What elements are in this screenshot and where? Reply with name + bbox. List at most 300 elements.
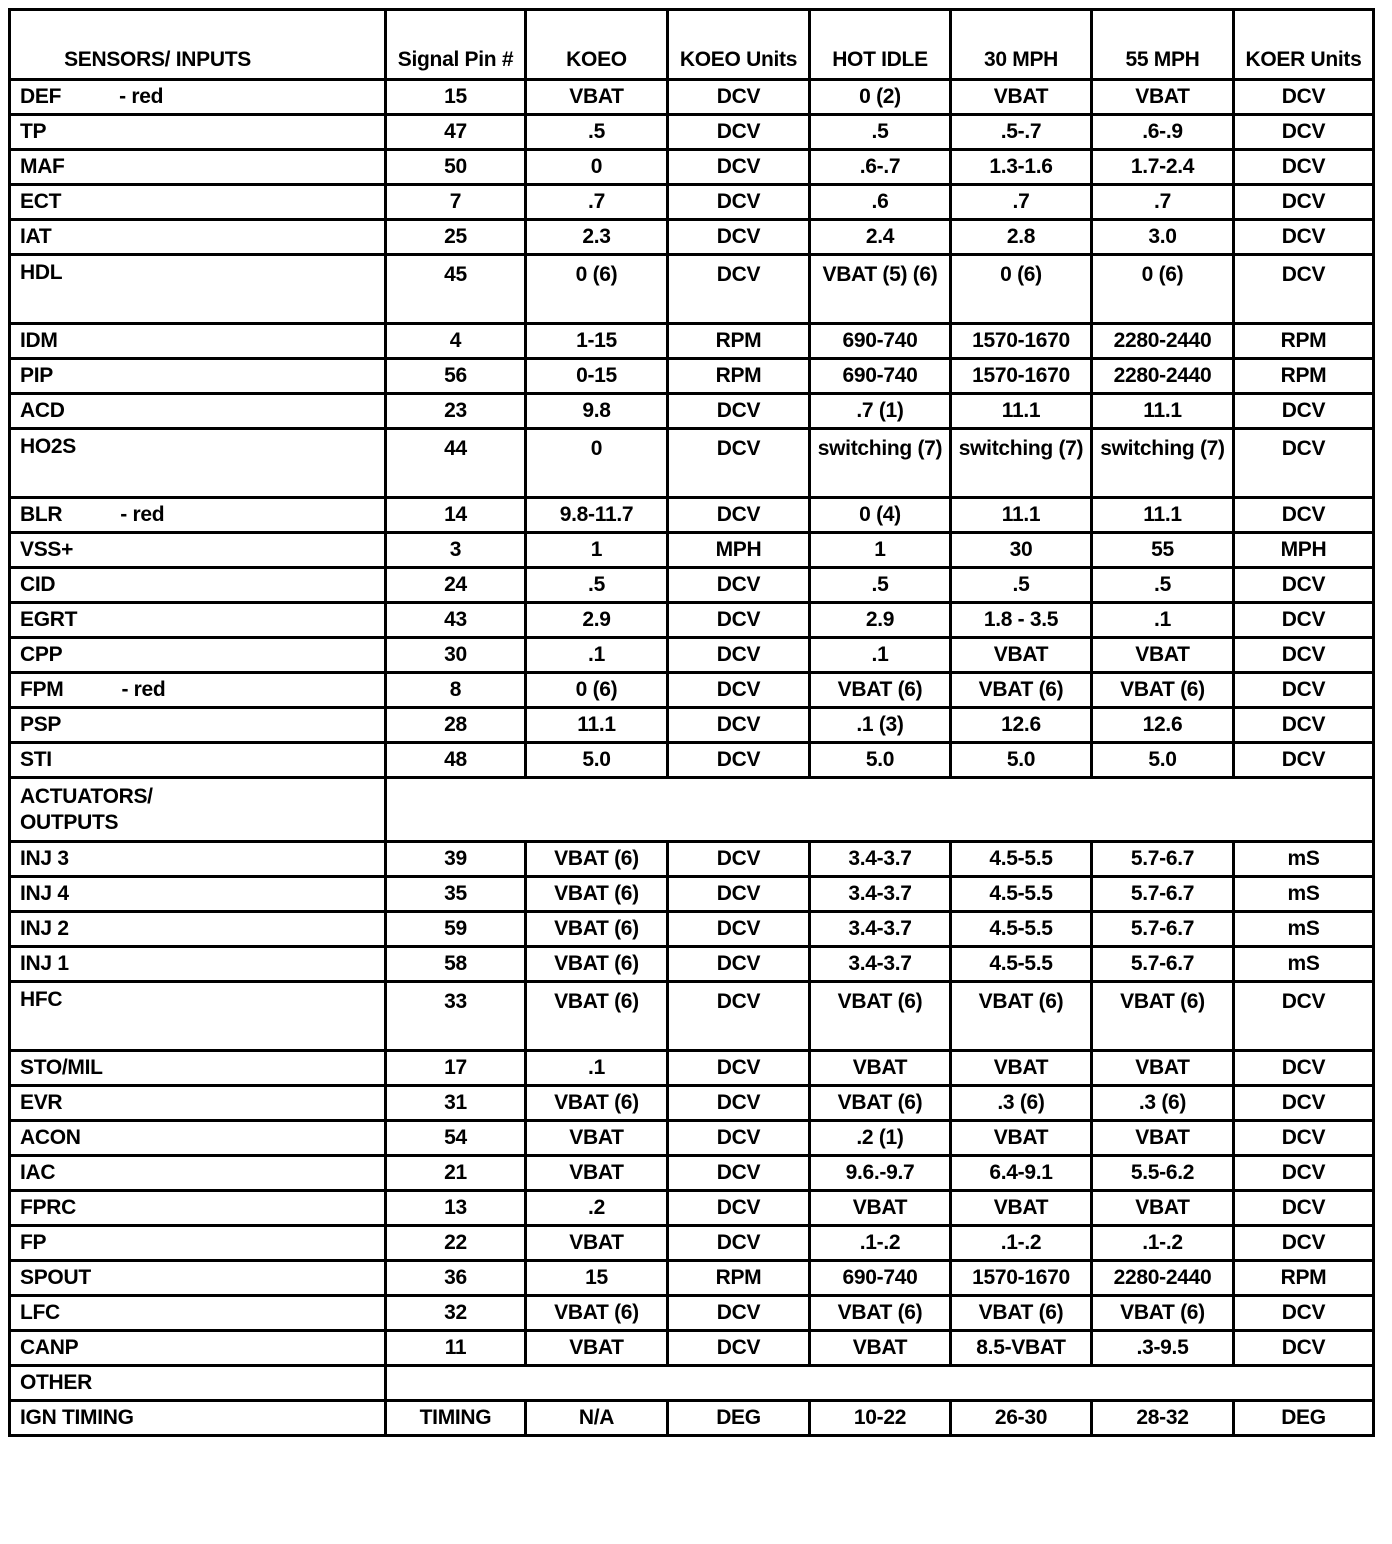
cell-signal-pin: 35	[386, 877, 526, 912]
cell-30-mph: 12.6	[951, 708, 1092, 743]
row-name: CANP	[20, 1336, 79, 1359]
cell-koeo-units: DCV	[668, 1051, 810, 1086]
cell-koer-units: DCV	[1234, 150, 1374, 185]
cell-signal-pin: 36	[386, 1261, 526, 1296]
cell-koeo-units: DCV	[668, 673, 810, 708]
cell-signal-pin: 11	[386, 1331, 526, 1366]
row-label	[10, 842, 386, 877]
table-row	[10, 185, 1374, 220]
row-label	[10, 708, 386, 743]
cell-30-mph: VBAT	[951, 1121, 1092, 1156]
cell-55-mph: 3.0	[1092, 220, 1234, 255]
cell-koeo: 2.9	[526, 603, 668, 638]
cell-koeo-units: MPH	[668, 533, 810, 568]
cell-koer-units: DCV	[1234, 429, 1374, 498]
cell-30-mph: VBAT (6)	[951, 1296, 1092, 1331]
table-body	[10, 80, 1374, 1436]
cell-koeo: 0 (6)	[526, 255, 668, 324]
cell-koeo-units: DCV	[668, 638, 810, 673]
cell-55-mph: switching (7)	[1092, 429, 1234, 498]
cell-55-mph: 5.7-6.7	[1092, 912, 1234, 947]
row-name: IAC	[20, 1161, 56, 1184]
row-name: EGRT	[20, 608, 78, 631]
cell-koeo: VBAT (6)	[526, 912, 668, 947]
cell-signal-pin: 50	[386, 150, 526, 185]
row-name: HDL	[20, 261, 63, 284]
cell-30-mph: 2.8	[951, 220, 1092, 255]
other-heading: OTHER	[10, 1366, 386, 1401]
cell-koeo-units: DCV	[668, 150, 810, 185]
row-name: FP	[20, 1231, 47, 1254]
cell-hot-idle: VBAT	[810, 1051, 951, 1086]
cell-55-mph: 5.0	[1092, 743, 1234, 778]
cell-koeo-units: DCV	[668, 982, 810, 1051]
cell-koeo: .1	[526, 638, 668, 673]
cell-koeo-units: DCV	[668, 115, 810, 150]
table-row	[10, 359, 1374, 394]
cell-signal-pin: 45	[386, 255, 526, 324]
cell-koeo: .5	[526, 115, 668, 150]
cell-hot-idle: VBAT (6)	[810, 673, 951, 708]
row-name: DEF	[20, 85, 62, 108]
cell-signal-pin: 28	[386, 708, 526, 743]
cell-30-mph: 11.1	[951, 498, 1092, 533]
cell-koer-units: DCV	[1234, 638, 1374, 673]
cell-koeo-units: DCV	[668, 1226, 810, 1261]
row-name: SPOUT	[20, 1266, 91, 1289]
cell-koeo-units: RPM	[668, 359, 810, 394]
cell-koer-units: RPM	[1234, 1261, 1374, 1296]
cell-55-mph: 5.5-6.2	[1092, 1156, 1234, 1191]
cell-koer-units: DCV	[1234, 1086, 1374, 1121]
cell-hot-idle: 690-740	[810, 359, 951, 394]
cell-30-mph: VBAT	[951, 638, 1092, 673]
row-name: PSP	[20, 713, 62, 736]
row-name: ECT	[20, 190, 62, 213]
row-label	[10, 877, 386, 912]
cell-55-mph: .3-9.5	[1092, 1331, 1234, 1366]
cell-koer-units: DCV	[1234, 1051, 1374, 1086]
cell-koeo-units: DCV	[668, 1156, 810, 1191]
cell-55-mph: 2280-2440	[1092, 324, 1234, 359]
table-row	[10, 150, 1374, 185]
header-koeo-units: KOEO Units	[668, 10, 810, 80]
row-label	[10, 1121, 386, 1156]
cell-hot-idle: 3.4-3.7	[810, 842, 951, 877]
cell-55-mph: VBAT (6)	[1092, 1296, 1234, 1331]
cell-koer-units: mS	[1234, 912, 1374, 947]
cell-55-mph: 1.7-2.4	[1092, 150, 1234, 185]
cell-signal-pin: 54	[386, 1121, 526, 1156]
row-wire-color: - red	[120, 503, 165, 526]
cell-koer-units: RPM	[1234, 324, 1374, 359]
cell-signal-pin: 33	[386, 982, 526, 1051]
cell-30-mph: 0 (6)	[951, 255, 1092, 324]
cell-koeo: VBAT (6)	[526, 947, 668, 982]
cell-signal-pin: 24	[386, 568, 526, 603]
cell-koer-units: DCV	[1234, 743, 1374, 778]
cell-koeo-units: DCV	[668, 1191, 810, 1226]
cell-koeo-units: DCV	[668, 603, 810, 638]
cell-koeo: VBAT	[526, 1156, 668, 1191]
cell-koeo-units: DCV	[668, 743, 810, 778]
cell-55-mph: .5	[1092, 568, 1234, 603]
header-row	[10, 10, 1374, 80]
header-koeo: KOEO	[526, 10, 668, 80]
cell-hot-idle: 10-22	[810, 1401, 951, 1436]
cell-signal-pin: 43	[386, 603, 526, 638]
cell-koer-units: mS	[1234, 877, 1374, 912]
cell-koeo-units: DCV	[668, 429, 810, 498]
cell-30-mph: 5.0	[951, 743, 1092, 778]
row-name: CID	[20, 573, 56, 596]
cell-koeo: .5	[526, 568, 668, 603]
cell-55-mph: .3 (6)	[1092, 1086, 1234, 1121]
row-label	[10, 220, 386, 255]
row-label	[10, 638, 386, 673]
cell-koer-units: DCV	[1234, 255, 1374, 324]
cell-hot-idle: VBAT (6)	[810, 982, 951, 1051]
cell-hot-idle: VBAT	[810, 1191, 951, 1226]
cell-30-mph: 6.4-9.1	[951, 1156, 1092, 1191]
cell-koeo: VBAT	[526, 1226, 668, 1261]
cell-koer-units: DCV	[1234, 1296, 1374, 1331]
cell-koer-units: MPH	[1234, 533, 1374, 568]
header-sensors-inputs: SENSORS/ INPUTS	[10, 10, 386, 80]
table-row	[10, 533, 1374, 568]
cell-koeo-units: DCV	[668, 842, 810, 877]
cell-koeo-units: DCV	[668, 947, 810, 982]
cell-koer-units: DCV	[1234, 1156, 1374, 1191]
cell-koeo-units: DCV	[668, 708, 810, 743]
cell-hot-idle: 5.0	[810, 743, 951, 778]
row-name: VSS+	[20, 538, 74, 561]
cell-koeo: 9.8-11.7	[526, 498, 668, 533]
table-row	[10, 673, 1374, 708]
row-label	[10, 982, 386, 1051]
cell-koeo-units: DCV	[668, 255, 810, 324]
table-row	[10, 255, 1374, 324]
cell-koeo-units: DCV	[668, 1086, 810, 1121]
cell-hot-idle: .1 (3)	[810, 708, 951, 743]
table-row	[10, 982, 1374, 1051]
row-name: IDM	[20, 329, 58, 352]
cell-hot-idle: VBAT (5) (6)	[810, 255, 951, 324]
header-55-mph: 55 MPH	[1092, 10, 1234, 80]
cell-koeo: VBAT (6)	[526, 877, 668, 912]
cell-signal-pin: 23	[386, 394, 526, 429]
cell-koer-units: DCV	[1234, 115, 1374, 150]
table-row	[10, 1051, 1374, 1086]
cell-koeo: 0-15	[526, 359, 668, 394]
cell-signal-pin: 48	[386, 743, 526, 778]
row-wire-color: - red	[119, 85, 164, 108]
table-row	[10, 1296, 1374, 1331]
table-row	[10, 1331, 1374, 1366]
other-blank-span	[386, 1366, 1374, 1401]
cell-30-mph: .5-.7	[951, 115, 1092, 150]
row-name: INJ 1	[20, 952, 69, 975]
cell-30-mph: 11.1	[951, 394, 1092, 429]
cell-30-mph: 1570-1670	[951, 324, 1092, 359]
cell-55-mph: .1-.2	[1092, 1226, 1234, 1261]
cell-30-mph: VBAT	[951, 1051, 1092, 1086]
cell-hot-idle: .5	[810, 115, 951, 150]
table-row	[10, 568, 1374, 603]
cell-koeo-units: DCV	[668, 220, 810, 255]
row-name: FPRC	[20, 1196, 76, 1219]
cell-koeo: 0	[526, 429, 668, 498]
cell-30-mph: VBAT	[951, 1191, 1092, 1226]
table-row	[10, 115, 1374, 150]
row-label	[10, 1191, 386, 1226]
row-name: IGN TIMING	[20, 1406, 134, 1429]
header-koer-units: KOER Units	[1234, 10, 1374, 80]
cell-koeo: 15	[526, 1261, 668, 1296]
cell-signal-pin: 13	[386, 1191, 526, 1226]
cell-signal-pin: 21	[386, 1156, 526, 1191]
table-row	[10, 638, 1374, 673]
cell-koer-units: RPM	[1234, 359, 1374, 394]
cell-koeo: VBAT (6)	[526, 1086, 668, 1121]
row-name: HO2S	[20, 435, 76, 458]
table-row	[10, 877, 1374, 912]
cell-hot-idle: 0 (4)	[810, 498, 951, 533]
row-name: FPM	[20, 678, 64, 701]
cell-koer-units: DCV	[1234, 394, 1374, 429]
cell-koeo-units: DCV	[668, 1121, 810, 1156]
row-label	[10, 255, 386, 324]
cell-koeo-units: RPM	[668, 324, 810, 359]
cell-koeo: 1	[526, 533, 668, 568]
cell-55-mph: VBAT (6)	[1092, 982, 1234, 1051]
cell-30-mph: VBAT (6)	[951, 982, 1092, 1051]
cell-koeo: 0 (6)	[526, 673, 668, 708]
cell-55-mph: .7	[1092, 185, 1234, 220]
cell-signal-pin: 7	[386, 185, 526, 220]
cell-30-mph: 1.8 - 3.5	[951, 603, 1092, 638]
table-row	[10, 1121, 1374, 1156]
cell-koeo: 0	[526, 150, 668, 185]
row-label	[10, 150, 386, 185]
cell-koeo-units: DCV	[668, 1331, 810, 1366]
cell-30-mph: 26-30	[951, 1401, 1092, 1436]
cell-30-mph: 8.5-VBAT	[951, 1331, 1092, 1366]
cell-koeo: VBAT	[526, 80, 668, 115]
cell-koer-units: DCV	[1234, 185, 1374, 220]
row-label	[10, 1226, 386, 1261]
cell-koer-units: DCV	[1234, 80, 1374, 115]
table-row	[10, 1086, 1374, 1121]
cell-koeo: VBAT	[526, 1121, 668, 1156]
row-name: LFC	[20, 1301, 60, 1324]
cell-signal-pin: 30	[386, 638, 526, 673]
cell-55-mph: 2280-2440	[1092, 1261, 1234, 1296]
cell-koer-units: DCV	[1234, 1191, 1374, 1226]
cell-signal-pin: 14	[386, 498, 526, 533]
cell-signal-pin: 32	[386, 1296, 526, 1331]
cell-koer-units: mS	[1234, 842, 1374, 877]
cell-koeo: VBAT	[526, 1331, 668, 1366]
cell-signal-pin: TIMING	[386, 1401, 526, 1436]
cell-hot-idle: .6-.7	[810, 150, 951, 185]
row-name: CPP	[20, 643, 63, 666]
cell-hot-idle: 0 (2)	[810, 80, 951, 115]
table-row	[10, 324, 1374, 359]
cell-signal-pin: 22	[386, 1226, 526, 1261]
cell-koer-units: DCV	[1234, 982, 1374, 1051]
cell-hot-idle: VBAT (6)	[810, 1296, 951, 1331]
cell-55-mph: 11.1	[1092, 498, 1234, 533]
cell-hot-idle: VBAT (6)	[810, 1086, 951, 1121]
cell-koer-units: DCV	[1234, 498, 1374, 533]
cell-koeo-units: DCV	[668, 498, 810, 533]
cell-hot-idle: 3.4-3.7	[810, 912, 951, 947]
pin-voltage-table	[8, 8, 1375, 1437]
cell-koeo: VBAT (6)	[526, 842, 668, 877]
cell-hot-idle: 9.6.-9.7	[810, 1156, 951, 1191]
cell-30-mph: 1570-1670	[951, 1261, 1092, 1296]
row-label	[10, 947, 386, 982]
cell-55-mph: 5.7-6.7	[1092, 877, 1234, 912]
cell-30-mph: 1570-1670	[951, 359, 1092, 394]
cell-55-mph: 0 (6)	[1092, 255, 1234, 324]
cell-30-mph: switching (7)	[951, 429, 1092, 498]
cell-koeo-units: DCV	[668, 394, 810, 429]
cell-koeo: .7	[526, 185, 668, 220]
cell-koeo: 9.8	[526, 394, 668, 429]
row-label	[10, 185, 386, 220]
cell-signal-pin: 15	[386, 80, 526, 115]
table-row	[10, 80, 1374, 115]
table-row	[10, 1261, 1374, 1296]
cell-30-mph: VBAT (6)	[951, 673, 1092, 708]
cell-55-mph: 5.7-6.7	[1092, 842, 1234, 877]
actuators-section-row	[10, 778, 1374, 842]
actuators-blank-span	[386, 778, 1374, 842]
row-label	[10, 1331, 386, 1366]
row-label	[10, 1086, 386, 1121]
cell-hot-idle: VBAT	[810, 1331, 951, 1366]
cell-55-mph: .1	[1092, 603, 1234, 638]
row-label	[10, 1051, 386, 1086]
row-label	[10, 743, 386, 778]
cell-30-mph: 4.5-5.5	[951, 877, 1092, 912]
cell-signal-pin: 47	[386, 115, 526, 150]
cell-hot-idle: 3.4-3.7	[810, 877, 951, 912]
row-wire-color: - red	[121, 678, 166, 701]
row-name: TP	[20, 120, 47, 143]
table-row	[10, 842, 1374, 877]
row-name: STO/MIL	[20, 1056, 103, 1079]
cell-hot-idle: 2.4	[810, 220, 951, 255]
row-name: STI	[20, 748, 52, 771]
cell-hot-idle: .5	[810, 568, 951, 603]
table-row	[10, 498, 1374, 533]
cell-hot-idle: .1	[810, 638, 951, 673]
cell-30-mph: 4.5-5.5	[951, 947, 1092, 982]
cell-koeo-units: DCV	[668, 80, 810, 115]
cell-hot-idle: .1-.2	[810, 1226, 951, 1261]
cell-signal-pin: 4	[386, 324, 526, 359]
cell-55-mph: VBAT	[1092, 638, 1234, 673]
table-row	[10, 603, 1374, 638]
row-label	[10, 568, 386, 603]
cell-koer-units: DCV	[1234, 1121, 1374, 1156]
row-label	[10, 603, 386, 638]
row-name: PIP	[20, 364, 53, 387]
table-row	[10, 1226, 1374, 1261]
cell-koeo: VBAT (6)	[526, 982, 668, 1051]
cell-signal-pin: 44	[386, 429, 526, 498]
row-label	[10, 359, 386, 394]
cell-30-mph: .1-.2	[951, 1226, 1092, 1261]
cell-koeo-units: DCV	[668, 912, 810, 947]
cell-koeo: .2	[526, 1191, 668, 1226]
table-row	[10, 1191, 1374, 1226]
cell-55-mph: VBAT	[1092, 1121, 1234, 1156]
cell-hot-idle: .2 (1)	[810, 1121, 951, 1156]
cell-55-mph: 5.7-6.7	[1092, 947, 1234, 982]
cell-hot-idle: 3.4-3.7	[810, 947, 951, 982]
cell-koeo: N/A	[526, 1401, 668, 1436]
cell-koeo-units: DCV	[668, 1296, 810, 1331]
cell-signal-pin: 31	[386, 1086, 526, 1121]
cell-hot-idle: .7 (1)	[810, 394, 951, 429]
table-row	[10, 708, 1374, 743]
cell-signal-pin: 58	[386, 947, 526, 982]
cell-30-mph: 1.3-1.6	[951, 150, 1092, 185]
cell-koeo: 5.0	[526, 743, 668, 778]
row-label	[10, 1261, 386, 1296]
cell-55-mph: VBAT (6)	[1092, 673, 1234, 708]
table-row	[10, 1156, 1374, 1191]
cell-55-mph: 28-32	[1092, 1401, 1234, 1436]
other-section-row	[10, 1366, 1374, 1401]
row-name: ACD	[20, 399, 65, 422]
cell-koer-units: DEG	[1234, 1401, 1374, 1436]
cell-koeo: 1-15	[526, 324, 668, 359]
cell-30-mph: VBAT	[951, 80, 1092, 115]
cell-hot-idle: 690-740	[810, 1261, 951, 1296]
cell-koeo: VBAT (6)	[526, 1296, 668, 1331]
row-label	[10, 115, 386, 150]
row-name: EVR	[20, 1091, 63, 1114]
row-label	[10, 429, 386, 498]
row-label	[10, 80, 386, 115]
table-row	[10, 912, 1374, 947]
cell-signal-pin: 25	[386, 220, 526, 255]
row-label	[10, 673, 386, 708]
cell-30-mph: 4.5-5.5	[951, 912, 1092, 947]
row-label	[10, 498, 386, 533]
cell-signal-pin: 39	[386, 842, 526, 877]
row-name: MAF	[20, 155, 65, 178]
actuators-heading: ACTUATORS/ OUTPUTS	[10, 778, 386, 842]
cell-signal-pin: 56	[386, 359, 526, 394]
cell-hot-idle: 1	[810, 533, 951, 568]
row-label	[10, 394, 386, 429]
row-label	[10, 1401, 386, 1436]
header-30-mph: 30 MPH	[951, 10, 1092, 80]
table-row	[10, 743, 1374, 778]
cell-30-mph: .7	[951, 185, 1092, 220]
table-row	[10, 394, 1374, 429]
row-label	[10, 324, 386, 359]
row-name: ACON	[20, 1126, 81, 1149]
row-label	[10, 1156, 386, 1191]
table-row	[10, 947, 1374, 982]
